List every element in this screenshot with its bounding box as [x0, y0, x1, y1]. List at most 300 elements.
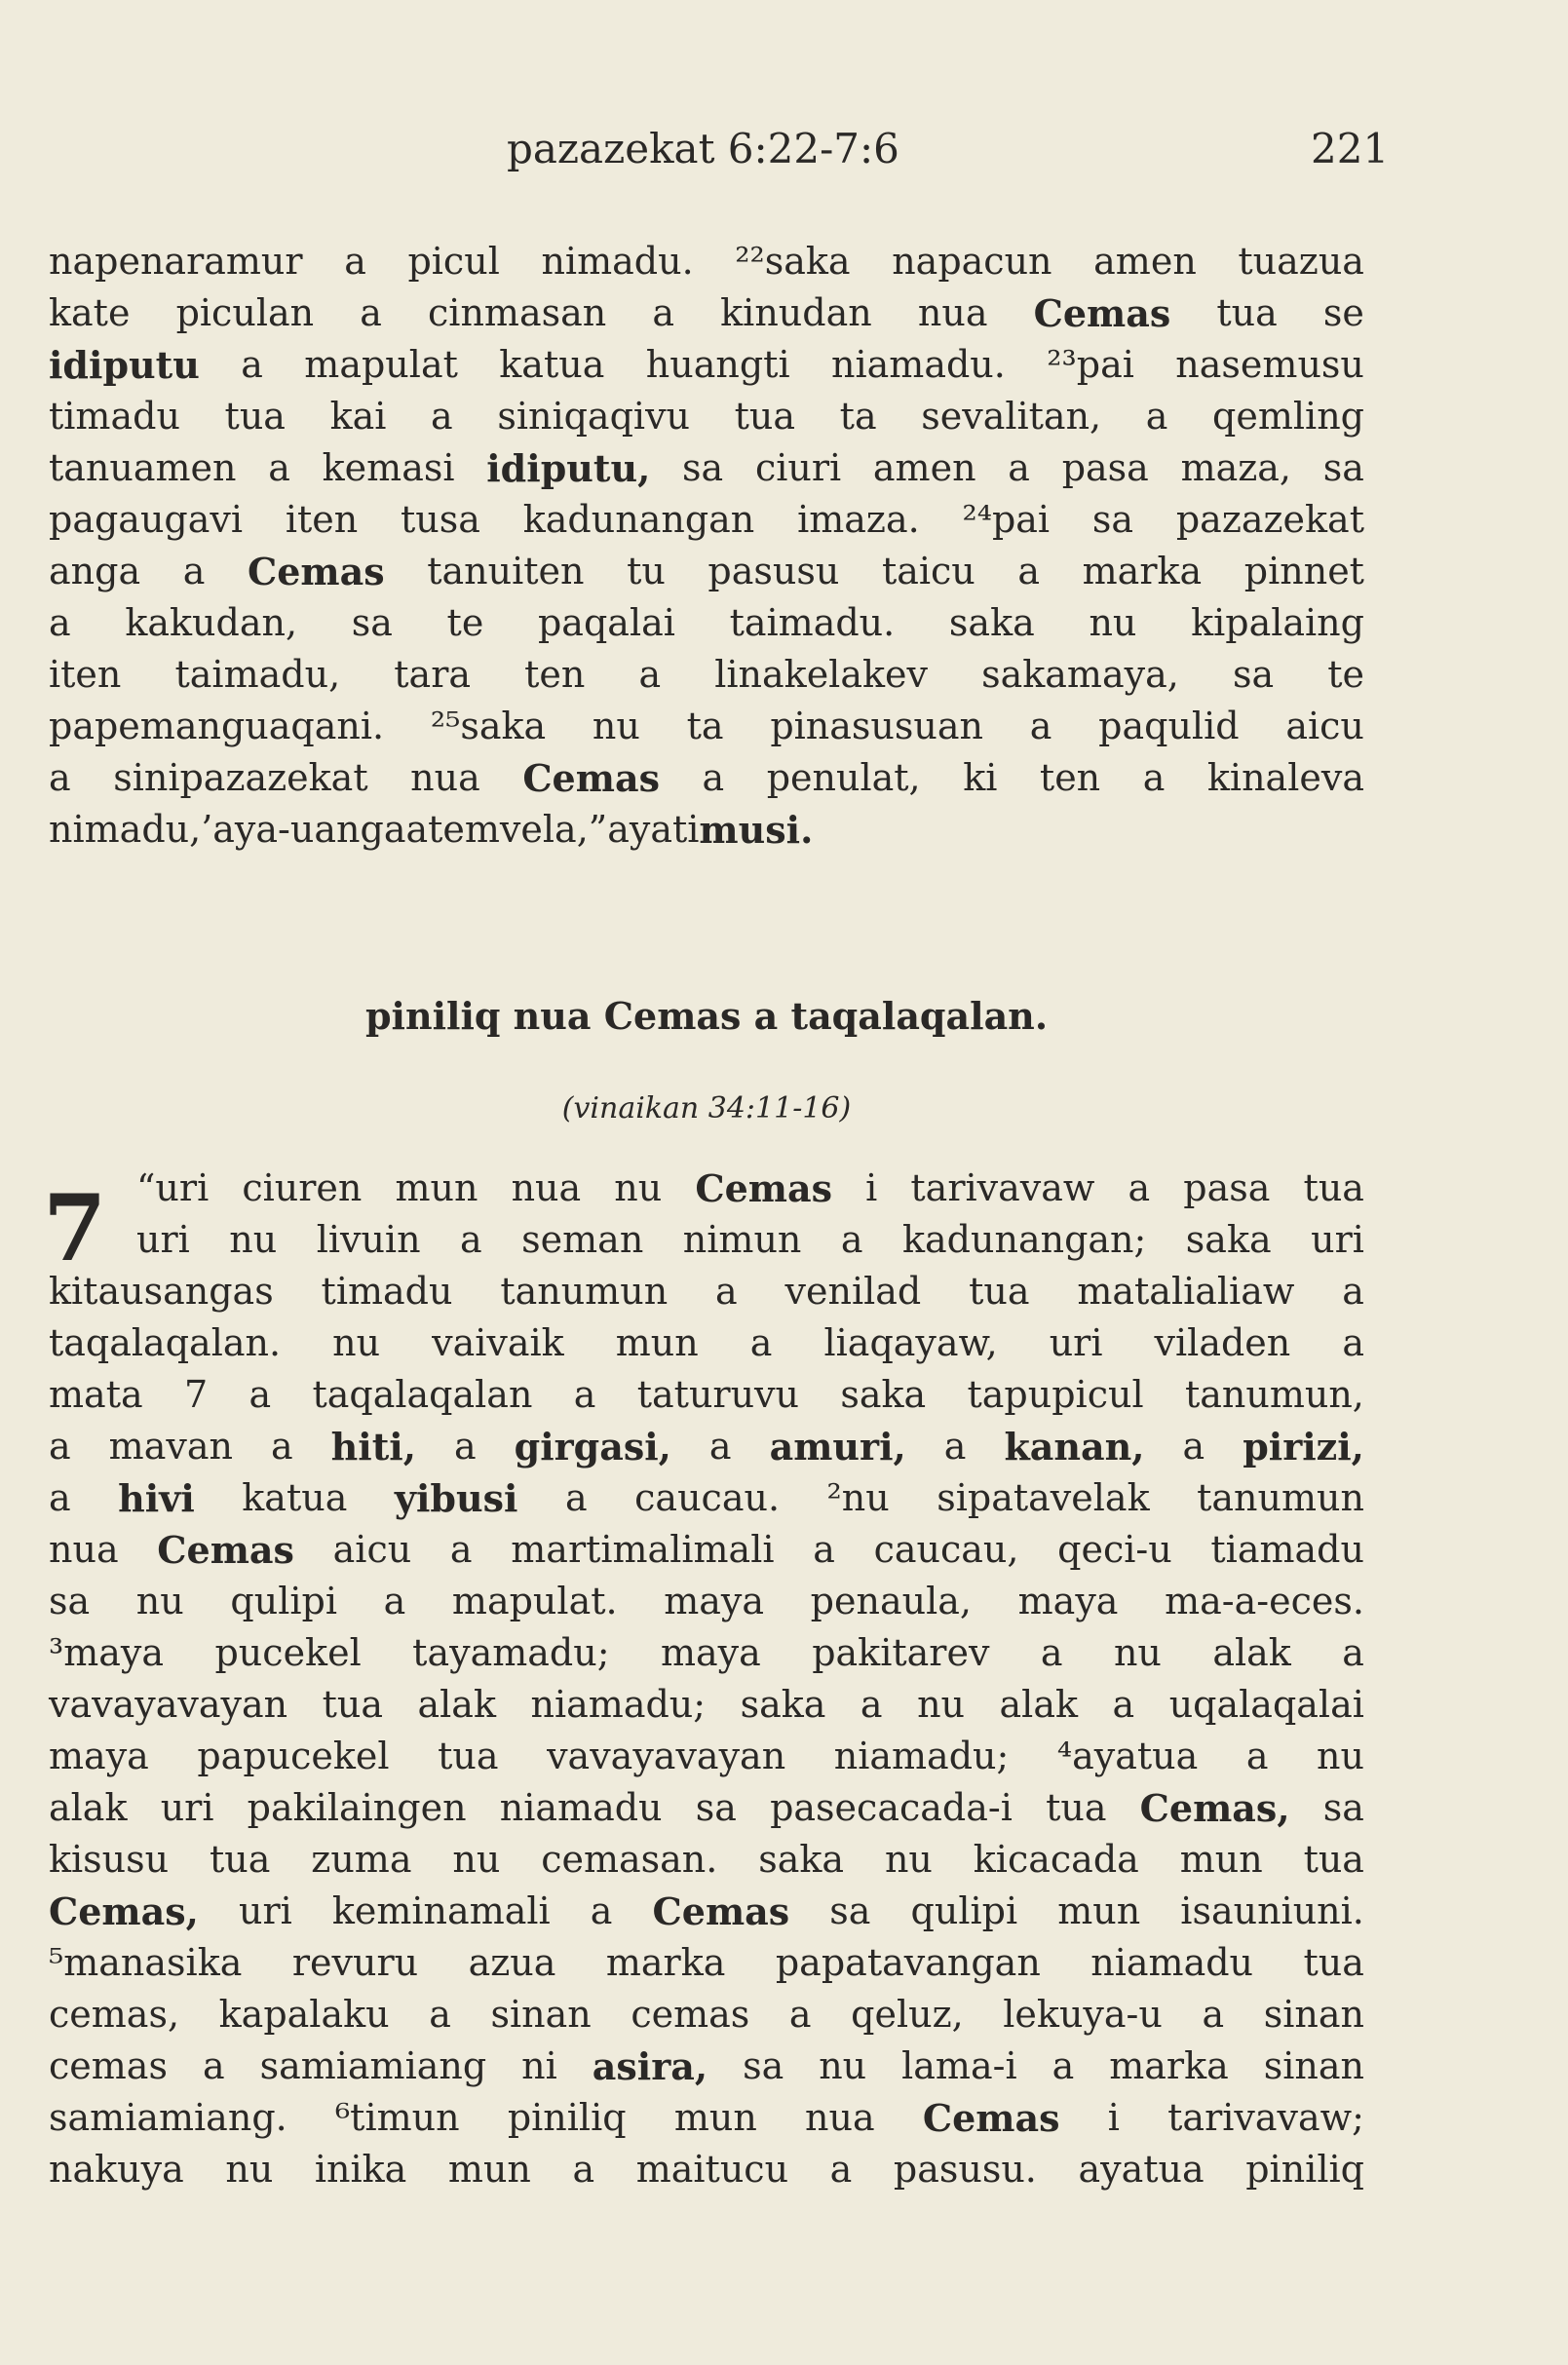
word: nu	[917, 1683, 966, 1726]
word: a	[564, 1476, 588, 1519]
word: nu	[452, 1838, 501, 1881]
word: piniliq	[507, 2096, 627, 2139]
word: a	[268, 446, 290, 489]
word: sinipazazekat	[113, 756, 368, 799]
text-line	[49, 1524, 1364, 1576]
word: ⁶timun	[334, 2096, 460, 2139]
word: a	[715, 1270, 738, 1313]
word: a	[449, 1528, 473, 1571]
word: isauniuni.	[1180, 1889, 1364, 1932]
word: mata	[49, 1373, 143, 1416]
text-line	[49, 701, 1364, 752]
word: pakilaingen	[247, 1786, 467, 1829]
word: girgasi,	[514, 1425, 671, 1469]
word: paqalai	[537, 601, 675, 644]
word: kinudan	[720, 291, 872, 334]
word: taturuvu	[636, 1373, 799, 1416]
word: a	[1145, 395, 1168, 438]
word: a	[1008, 446, 1030, 489]
word: mun	[395, 1166, 478, 1209]
word: ti	[671, 808, 700, 851]
word: ma-a-eces.	[1165, 1580, 1364, 1622]
word: nu	[229, 1218, 278, 1261]
word: Cemas,	[49, 1889, 199, 1933]
word: a	[590, 1889, 613, 1932]
word: alak	[417, 1683, 496, 1726]
word: a	[1245, 1735, 1269, 1777]
word: kinaleva	[1206, 756, 1364, 799]
word: uri	[136, 1218, 190, 1261]
word: Cemas,	[1139, 1786, 1290, 1830]
word: a	[1142, 756, 1166, 799]
word: ta	[686, 705, 724, 747]
word: mun	[615, 1321, 699, 1364]
word: vaivaik	[432, 1321, 564, 1364]
word: tarivavaw	[910, 1166, 1095, 1209]
word: tanumun,	[1184, 1373, 1364, 1416]
word: tanuiten	[427, 550, 585, 592]
word: pagaugavi	[49, 498, 244, 541]
word: nua	[511, 1166, 582, 1209]
word: sakamaya,	[981, 653, 1179, 696]
word: Cemas	[922, 2096, 1060, 2140]
word: lekuya-u	[1003, 1993, 1163, 2036]
word: a	[813, 1528, 835, 1571]
word: qeluz,	[851, 1993, 964, 2036]
word: tua	[224, 395, 286, 438]
text-line	[49, 1317, 1364, 1369]
word: cemas	[49, 2044, 168, 2087]
word: azua	[468, 1941, 556, 1984]
word: pasa	[1061, 446, 1149, 489]
word: kakudan,	[125, 601, 298, 644]
word: ciuren	[242, 1166, 363, 1209]
word: a	[860, 1683, 883, 1726]
word: a	[1182, 1425, 1205, 1468]
word: iten	[49, 653, 122, 696]
word: marka	[1082, 550, 1203, 592]
word: nimadu,’	[49, 808, 213, 851]
word: nu	[1317, 1735, 1364, 1777]
word: a	[1128, 1166, 1151, 1209]
word: ²²saka	[735, 240, 851, 283]
word: aicu	[332, 1528, 412, 1571]
word: kadunangan	[522, 498, 755, 541]
word: taqalaqalan	[312, 1373, 533, 1416]
text-line	[49, 1731, 1364, 1782]
word: anga	[314, 808, 406, 851]
word: taimadu.	[729, 601, 896, 644]
text-line	[49, 2092, 1364, 2144]
word: taicu	[881, 550, 975, 592]
word: “uri	[136, 1166, 210, 1209]
word: ⁵manasika	[49, 1941, 243, 1984]
word: kisusu	[49, 1838, 170, 1881]
word: mun	[1179, 1838, 1263, 1881]
word: nu	[332, 1321, 381, 1364]
word: kitausangas	[49, 1270, 274, 1313]
word: mun	[673, 2096, 757, 2139]
word: livuin	[316, 1218, 421, 1261]
word: a	[460, 1218, 482, 1261]
word: papemanguaqani.	[49, 705, 385, 747]
text-line	[49, 597, 1364, 649]
word: tua	[1303, 1941, 1364, 1984]
word: i	[865, 1166, 878, 1209]
word: tuazua	[1238, 240, 1364, 283]
word: pucekel	[214, 1631, 362, 1674]
word: anga	[49, 550, 141, 592]
word: cinmasan	[428, 291, 607, 334]
text-line	[49, 1214, 1364, 1266]
word: maitucu	[635, 2148, 789, 2191]
word: nu	[1113, 1631, 1162, 1674]
cross-reference: (vinaikan 34:11-16)	[561, 1091, 852, 1125]
word: Cemas	[1033, 291, 1171, 335]
word: a	[1342, 1631, 1364, 1674]
word: mapulat	[304, 343, 458, 386]
word: kapalaku	[218, 1993, 390, 2036]
word: a	[573, 1373, 596, 1416]
word: alak	[1212, 1631, 1291, 1674]
word: ³maya	[49, 1631, 165, 1674]
word: kicacada	[973, 1838, 1139, 1881]
word: caucau.	[634, 1476, 781, 1519]
word: siniqaqivu	[497, 395, 691, 438]
word: sinan	[1263, 1993, 1364, 2036]
word: a	[182, 550, 206, 592]
text-line	[49, 1834, 1364, 1886]
word: sa	[1091, 498, 1134, 541]
word: a	[202, 2044, 225, 2087]
word: saka	[740, 1683, 826, 1726]
word: penulat,	[766, 756, 921, 799]
word: a	[702, 756, 725, 799]
word: tanumun	[500, 1270, 669, 1313]
word: marka	[1109, 2044, 1229, 2087]
chapter-number: 7	[43, 1175, 107, 1282]
word: alak	[999, 1683, 1079, 1726]
word: maya	[664, 1580, 765, 1622]
word: martimalimali	[511, 1528, 775, 1571]
word: a	[572, 2148, 595, 2191]
word: tapupicul	[967, 1373, 1144, 1416]
word: qulipi	[230, 1580, 337, 1622]
word: te	[446, 601, 484, 644]
word: tua	[1303, 1838, 1364, 1881]
word: penaula,	[810, 1580, 972, 1622]
word: uri	[1049, 1321, 1103, 1364]
word: napacun	[892, 240, 1052, 283]
word: linakelakev	[714, 653, 928, 696]
word: lama-i	[901, 2044, 1017, 2087]
word: Cemas	[157, 1528, 294, 1572]
word: a	[638, 653, 662, 696]
word: aya-u	[212, 808, 315, 851]
word: sa	[682, 446, 724, 489]
word: maya	[1017, 1580, 1119, 1622]
word: pazazekat	[1175, 498, 1364, 541]
word: ²⁴pai	[962, 498, 1051, 541]
word: timadu	[49, 395, 180, 438]
word: tusa	[401, 498, 480, 541]
word: a	[1040, 1631, 1063, 1674]
word: musi.	[699, 808, 814, 852]
word: imaza.	[797, 498, 920, 541]
word: nua	[410, 756, 480, 799]
text-line	[49, 339, 1364, 391]
word: asira,	[592, 2044, 708, 2088]
word: Cemas	[522, 756, 660, 800]
paragraph-1	[49, 236, 1364, 856]
word: revuru	[291, 1941, 419, 1984]
word: ²nu	[826, 1476, 890, 1519]
word: ⁴ayatua	[1056, 1735, 1199, 1777]
word: tu	[627, 550, 666, 592]
word: a	[1342, 1321, 1364, 1364]
text-line	[49, 1937, 1364, 1989]
word: ten	[1039, 756, 1101, 799]
word: hivi	[118, 1476, 195, 1520]
word: nua	[49, 1528, 119, 1571]
word: inika	[314, 2148, 407, 2191]
word: cemas,	[49, 1993, 180, 2036]
word: yibusi	[394, 1476, 518, 1520]
word: sinan	[490, 1993, 592, 2036]
word: a	[270, 1425, 293, 1468]
word: amen	[872, 446, 976, 489]
word: a	[49, 601, 71, 644]
text-line	[49, 804, 1364, 856]
word: pasa	[1183, 1166, 1271, 1209]
word: a	[840, 1218, 863, 1261]
word: a	[405, 808, 429, 851]
word: sa	[829, 1889, 871, 1932]
word: uqalaqalai	[1168, 1683, 1364, 1726]
word: ciuri	[754, 446, 842, 489]
word: niamadu;	[530, 1683, 707, 1726]
word: a	[431, 395, 453, 438]
word: sa	[695, 1786, 737, 1829]
word: mun	[1057, 1889, 1141, 1932]
section-heading: piniliq nua Cemas a taqalaqalan.	[364, 994, 1049, 1038]
word: nu	[819, 2044, 867, 2087]
word: nasemusu	[1175, 343, 1364, 386]
word: ²³pai	[1047, 343, 1134, 386]
word: sevalitan,	[921, 395, 1102, 438]
word: taimadu,	[174, 653, 341, 696]
word: a	[241, 343, 263, 386]
word: a	[49, 1476, 71, 1519]
word: maya	[660, 1631, 761, 1674]
word: amen	[1093, 240, 1197, 283]
word: pasusu	[708, 550, 840, 592]
word: viladen	[1154, 1321, 1291, 1364]
word: qeci-u	[1057, 1528, 1172, 1571]
word: niamadu	[1090, 1941, 1254, 1984]
word: saka	[1185, 1218, 1272, 1261]
word: kadunangan;	[901, 1218, 1147, 1261]
word: mapulat.	[451, 1580, 618, 1622]
word: tua	[1303, 1166, 1364, 1209]
word: a	[652, 291, 675, 334]
word: nu	[884, 1838, 933, 1881]
word: nimun	[682, 1218, 802, 1261]
word: tua	[438, 1735, 499, 1777]
word: vavayavayan	[547, 1735, 786, 1777]
word: maya	[49, 1735, 149, 1777]
word: temvela,”	[428, 808, 608, 851]
word: zuma	[311, 1838, 412, 1881]
word: nimadu.	[541, 240, 694, 283]
text-line	[49, 1472, 1364, 1524]
word: niamadu;	[833, 1735, 1010, 1777]
text-line	[49, 1886, 1364, 1937]
word: te	[1327, 653, 1364, 696]
word: marka	[605, 1941, 726, 1984]
word: tua	[1046, 1786, 1107, 1829]
word: a	[1202, 1993, 1225, 2036]
word: ²⁵saka	[430, 705, 547, 747]
word: nu	[1089, 601, 1137, 644]
word: katua	[499, 343, 605, 386]
word: a	[829, 2148, 853, 2191]
word: sipatavelak	[937, 1476, 1150, 1519]
word: papucekel	[197, 1735, 390, 1777]
word: maza,	[1180, 446, 1292, 489]
word: tiamadu	[1210, 1528, 1364, 1571]
word: pirizi,	[1243, 1425, 1364, 1469]
word: a	[1112, 1683, 1135, 1726]
word: tua	[969, 1270, 1030, 1313]
word: kanan,	[1004, 1425, 1145, 1469]
word: saka	[758, 1838, 845, 1881]
word: amuri,	[769, 1425, 906, 1469]
text-line	[49, 752, 1364, 804]
word: samiamiang.	[49, 2096, 287, 2139]
word: kate	[49, 291, 131, 334]
word: ni	[521, 2044, 557, 2087]
text-line	[49, 546, 1364, 597]
word: sa	[1322, 1786, 1364, 1829]
word: a	[1029, 705, 1052, 747]
text-line	[49, 2041, 1364, 2092]
word: a	[429, 1993, 451, 2036]
word: matalialiaw	[1077, 1270, 1295, 1313]
word: tua	[210, 1838, 271, 1881]
word: cemas	[631, 1993, 750, 2036]
word: mavan	[108, 1425, 233, 1468]
word: niamadu.	[831, 343, 1006, 386]
word: seman	[521, 1218, 644, 1261]
word: keminamali	[331, 1889, 551, 1932]
page-number: 221	[1311, 125, 1390, 172]
word: liaqayaw,	[823, 1321, 998, 1364]
word: pasusu.	[893, 2148, 1037, 2191]
word: kai	[329, 395, 387, 438]
word: nua	[805, 2096, 875, 2139]
word: a	[749, 1321, 773, 1364]
word: tanuamen	[49, 446, 237, 489]
word: i	[1107, 2096, 1120, 2139]
word: venilad	[784, 1270, 922, 1313]
word: sa	[49, 1580, 91, 1622]
word: sinan	[1263, 2044, 1364, 2087]
word: cemasan.	[541, 1838, 718, 1881]
word: aya	[607, 808, 672, 851]
word: kipalaing	[1191, 601, 1364, 644]
word: a	[788, 1993, 812, 2036]
word: a	[360, 291, 382, 334]
word: 7	[183, 1373, 209, 1416]
word: idiputu,	[486, 446, 651, 490]
word: ki	[963, 756, 998, 799]
word: picul	[407, 240, 500, 283]
word: a	[344, 240, 366, 283]
word: a	[1017, 550, 1041, 592]
word: pinasusuan	[770, 705, 983, 747]
word: qulipi	[910, 1889, 1018, 1932]
word: huangti	[645, 343, 790, 386]
word: tanumun	[1197, 1476, 1364, 1519]
word: aicu	[1285, 705, 1364, 747]
text-line	[49, 1369, 1364, 1421]
word: sa	[1322, 446, 1364, 489]
word: niamadu	[499, 1786, 663, 1829]
text-line	[49, 1627, 1364, 1679]
word: a	[49, 756, 71, 799]
word: saka	[840, 1373, 927, 1416]
word: tara	[394, 653, 472, 696]
word: Cemas	[652, 1889, 790, 1933]
word: a	[453, 1425, 477, 1468]
text-line	[49, 1989, 1364, 2041]
text-line	[49, 1163, 1364, 1214]
word: mun	[447, 2148, 531, 2191]
word: kemasi	[322, 446, 455, 489]
word: vavayavayan	[49, 1683, 288, 1726]
word: a	[1052, 2044, 1075, 2087]
text-line	[49, 2144, 1364, 2195]
word: pinnet	[1243, 550, 1364, 592]
word: saka	[948, 601, 1035, 644]
paragraph-2	[49, 1163, 1364, 2195]
word: uri	[238, 1889, 292, 1932]
word: nua	[917, 291, 988, 334]
word: nu	[592, 705, 640, 747]
word: nu	[135, 1580, 184, 1622]
word: tarivavaw;	[1167, 2096, 1364, 2139]
word: piculan	[175, 291, 315, 334]
word: a	[708, 1425, 732, 1468]
word: a	[1342, 1270, 1364, 1313]
text-line	[49, 1576, 1364, 1627]
word: alak	[49, 1786, 128, 1829]
running-title: pazazekat 6:22-7:6	[507, 125, 899, 172]
text-line	[49, 494, 1364, 546]
text-line	[49, 649, 1364, 701]
text-line	[49, 1679, 1364, 1731]
word: taqalaqalan.	[49, 1321, 282, 1364]
word: uri	[1311, 1218, 1364, 1261]
word: sa	[1232, 653, 1275, 696]
word: sa	[743, 2044, 784, 2087]
word: tayamadu;	[412, 1631, 610, 1674]
word: a	[383, 1580, 406, 1622]
word: Cemas	[247, 550, 385, 593]
text-line	[49, 1266, 1364, 1317]
text-line	[49, 442, 1364, 494]
